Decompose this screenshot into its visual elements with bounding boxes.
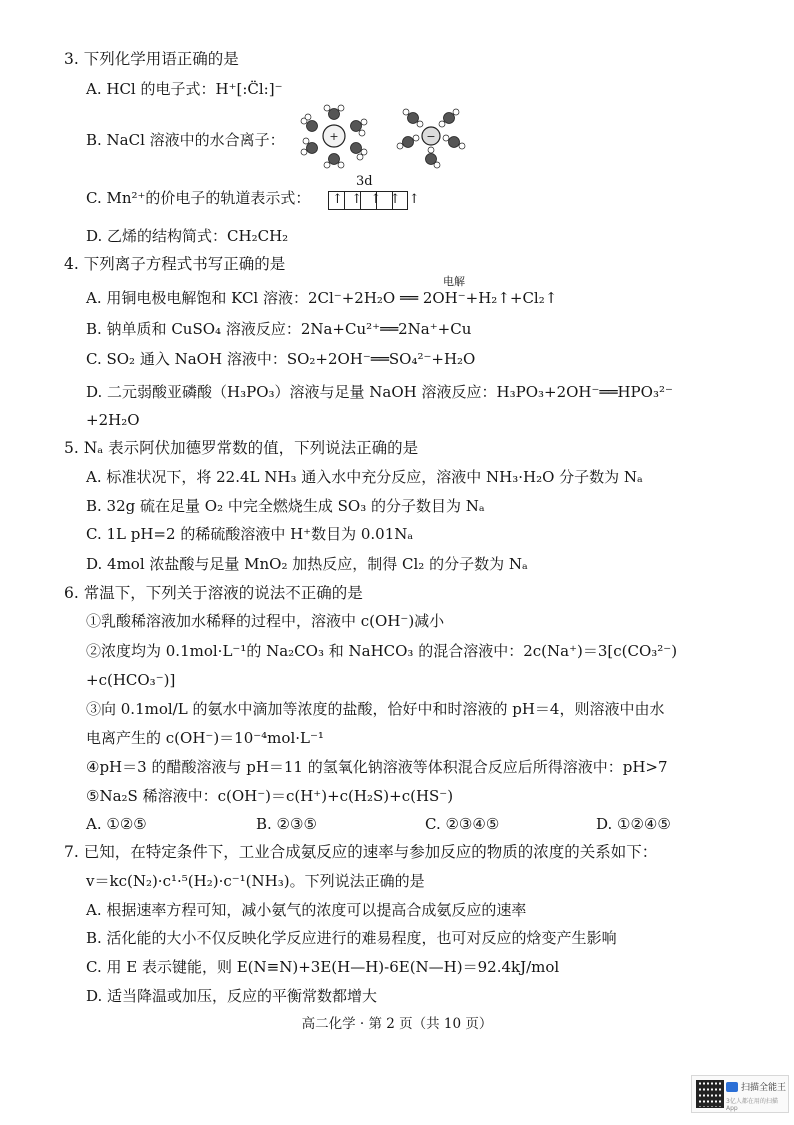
q3-option-c: C. Mn²⁺的价电子的轨道表示式： — [86, 189, 311, 207]
hydrated-cation — [301, 105, 367, 168]
q6-statement-1: ①乳酸稀溶液加水稀释的过程中，溶液中 c(OH⁻)减小 — [86, 612, 445, 630]
q4-stem: 4. 下列离子方程式书写正确的是 — [64, 255, 286, 273]
q6-statement-3-line2: 电离产生的 c(OH⁻)＝10⁻⁴mol·L⁻¹ — [86, 729, 324, 747]
q6-stem: 6. 常温下，下列关于溶液的说法不正确的是 — [64, 584, 363, 602]
q6-choice-b: B. ②③⑤ — [256, 815, 317, 833]
q7-option-b: B. 活化能的大小不仅反映化学反应进行的难易程度，也可对反应的焓变产生影响 — [86, 929, 617, 947]
q6-choice-c: C. ②③④⑤ — [425, 815, 500, 833]
q3-option-d: D. 乙烯的结构简式：CH₂CH₂ — [86, 227, 289, 245]
q5-option-a: A. 标准状况下，将 22.4L NH₃ 通入水中充分反应，溶液中 NH₃·H₂O 分子数为 Nₐ — [86, 468, 643, 486]
page-footer: 高二化学 · 第 2 页（共 10 页） — [301, 1016, 493, 1032]
orbital-arrows: ↑↑↑↑↑ — [332, 192, 428, 207]
q3-option-b: B. NaCl 溶液中的水合离子： — [86, 131, 285, 149]
q7-option-c: C. 用 E 表示键能，则 E(N≡N)+3E(H—H)-6E(N—H)＝92.4kJ/mol — [86, 958, 560, 976]
q6-statement-2-line2: +c(HCO₃⁻)] — [86, 671, 176, 689]
q7-option-d: D. 适当降温或加压，反应的平衡常数都增大 — [86, 987, 378, 1005]
svg-text:+: + — [329, 130, 339, 143]
q6-statement-4: ④pH＝3 的醋酸溶液与 pH＝11 的氢氧化钠溶液等体积混合反应后所得溶液中：pH>7 — [86, 758, 668, 776]
q6-statement-5: ⑤Na₂S 稀溶液中：c(OH⁻)＝c(H⁺)+c(H₂S)+c(HS⁻) — [86, 787, 454, 805]
q4-option-a: A. 用铜电极电解饱和 KCl 溶液：2Cl⁻+2H₂O ══ 2OH⁻+H₂↑+Cl₂↑ — [86, 289, 558, 307]
q3-stem: 3. 下列化学用语正确的是 — [64, 50, 239, 68]
q5-option-c: C. 1L pH=2 的稀硫酸溶液中 H⁺数目为 0.01Nₐ — [86, 525, 414, 543]
hydrated-ions-diagram — [296, 104, 476, 168]
watermark-brand: 扫描全能王 — [741, 1083, 787, 1093]
q7-stem: 7. 已知，在特定条件下，工业合成氨反应的速率与参加反应的物质的浓度的关系如下： — [64, 843, 658, 861]
q6-statement-3-line1: ③向 0.1mol/L 的氨水中滴加等浓度的盐酸，恰好中和时溶液的 pH＝4，则溶液中由水 — [86, 700, 665, 718]
scanner-watermark — [691, 1075, 789, 1113]
q5-stem: 5. Nₐ 表示阿伏加德罗常数的值，下列说法正确的是 — [64, 439, 419, 457]
q6-choice-d: D. ①②④⑤ — [596, 815, 671, 833]
q3-option-a: A. HCl 的电子式：H⁺[:C̈l:]⁻ — [86, 80, 283, 98]
scanner-logo-icon — [726, 1082, 738, 1092]
hydrated-anion — [397, 109, 465, 168]
qr-code-icon — [696, 1080, 724, 1108]
q5-option-d: D. 4mol 浓盐酸与足量 MnO₂ 加热反应，制得 Cl₂ 的分子数为 Nₐ — [86, 555, 528, 573]
q6-statement-2-line1: ②浓度均为 0.1mol·L⁻¹的 Na₂CO₃ 和 NaHCO₃ 的混合溶液中：2c(Na⁺)＝3[c(CO₃²⁻) — [86, 642, 678, 660]
q6-choice-a: A. ①②⑤ — [86, 815, 147, 833]
q4-option-d-line1: D. 二元弱酸亚磷酸（H₃PO₃）溶液与足量 NaOH 溶液反应：H₃PO₃+2OH⁻══HPO₃²⁻ — [86, 383, 673, 401]
q4-option-d-line2: +2H₂O — [86, 411, 140, 429]
q4-option-b: B. 钠单质和 CuSO₄ 溶液反应：2Na+Cu²⁺══2Na⁺+Cu — [86, 320, 472, 338]
q4-a-condition: 电解 — [443, 275, 465, 288]
svg-text:−: − — [426, 130, 436, 143]
q7-option-a: A. 根据速率方程可知，减小氨气的浓度可以提高合成氨反应的速率 — [86, 901, 527, 919]
q4-option-c: C. SO₂ 通入 NaOH 溶液中：SO₂+2OH⁻══SO₄²⁻+H₂O — [86, 350, 476, 368]
watermark-subtitle: 3亿人都在用的扫描App — [726, 1098, 778, 1112]
orbital-label: 3d — [356, 174, 373, 189]
q7-rate-equation: v＝kc(N₂)·c¹·⁵(H₂)·c⁻¹(NH₃)。下列说法正确的是 — [86, 872, 425, 890]
q5-option-b: B. 32g 硫在足量 O₂ 中完全燃烧生成 SO₃ 的分子数目为 Nₐ — [86, 497, 485, 515]
